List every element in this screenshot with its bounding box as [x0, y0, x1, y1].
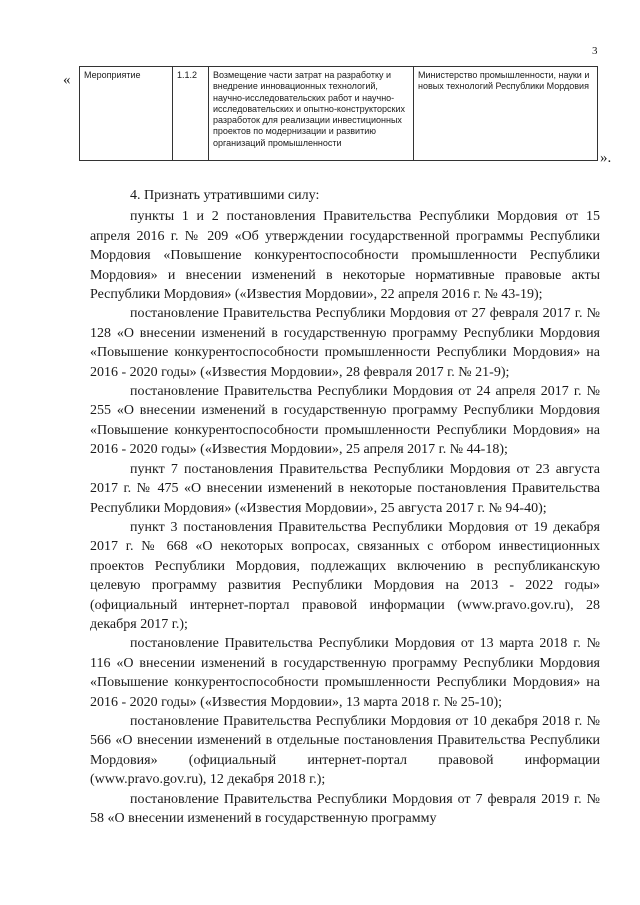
table-row — [80, 67, 598, 161]
table-open-quote: « — [63, 72, 71, 88]
program-activity-table — [79, 66, 598, 161]
activity-number-text: 1.1.2 — [177, 70, 198, 80]
activity-description-cell — [209, 67, 414, 161]
section-heading: 4. Признать утратившими силу: — [130, 188, 320, 203]
table-close-quote: ». — [600, 150, 612, 166]
paragraph: пункт 3 постановления Правительства Республики Мордовия от 19 декабря 2017 г. № 668 «О некоторых вопросах, связанных с отбором инвестиционных проектов Республики Мордовия, подлежащих включению в республиканскую целевую программу развития Республики Мордовия на 2013 - 2022 годы» (официальный интернет-портал правовой информации (www.pravo.gov.ru), 28 декабря 2017 г.); — [90, 519, 600, 632]
document-body — [90, 186, 600, 828]
paragraph: постановление Правительства Республики Мордовия от 24 апреля 2017 г. № 255 «О внесении изменений в государственную программу Республики Мордовия «Повышение конкурентоспособности промышленности Республики Мордовия» на 2016 - 2020 годы» («Известия Мордовии», 25 апреля 2017 г. № 44-18); — [90, 384, 600, 458]
activity-executor-cell — [414, 67, 598, 161]
activity-type-text: Мероприятие — [84, 70, 141, 80]
paragraph: пункты 1 и 2 постановления Правительства Республики Мордовия от 15 апреля 2016 г. № 209 «Об утверждении государственной программы Республики Мордовия «Повышение конкурентоспособности промышленности Республики Мордовия» и внесении изменений в некоторые нормативные правовые акты Республики Мордовия» («Известия Мордовии», 22 апреля 2016 г. № 43-19); — [90, 209, 600, 303]
paragraph: постановление Правительства Республики Мордовия от 13 марта 2018 г. № 116 «О внесении изменений в государственную программу Республики Мордовия «Повышение конкурентоспособности промышленности Республики Мордовия» на 2016 - 2020 годы» («Известия Мордовии», 13 марта 2018 г. № 25-10); — [90, 636, 600, 710]
activity-number-cell — [173, 67, 209, 161]
activity-executor-text: Министерство промышленности, науки и новых технологий Республики Мордовия — [418, 70, 590, 92]
paragraph: постановление Правительства Республики Мордовия от 27 февраля 2017 г. № 128 «О внесении изменений в государственную программу Республики Мордовия «Повышение конкурентоспособности промышленности Республики Мордовия» на 2016 - 2020 годы» («Известия Мордовии», 28 февраля 2017 г. № 21-9); — [90, 306, 600, 380]
activity-description-text: Возмещение части затрат на разработку и внедрение инновационных технологий, научно-исследовательских работ и научно-исследовательских и опытно-конструкторских разработок для реализации инвестиционных проектов по модернизации и развитию организаций промышленности — [213, 70, 406, 148]
activity-type-cell — [80, 67, 173, 161]
paragraph: постановление Правительства Республики Мордовия от 7 февраля 2019 г. № 58 «О внесении изменений в государственную программу — [90, 791, 600, 826]
paragraph: постановление Правительства Республики Мордовия от 10 декабря 2018 г. № 566 «О внесении изменений в отдельные постановления Правительства Республики Мордовия» (официальный интернет-портал правовой информации (www.pravo.gov.ru), 12 декабря 2018 г.); — [90, 713, 600, 788]
paragraph: пункт 7 постановления Правительства Республики Мордовия от 23 августа 2017 г. № 475 «О внесении изменений в некоторые постановления Правительства Республики Мордовия» («Известия Мордовии», 25 августа 2017 г. № 94-40); — [90, 461, 600, 516]
page-number: 3 — [592, 45, 598, 57]
